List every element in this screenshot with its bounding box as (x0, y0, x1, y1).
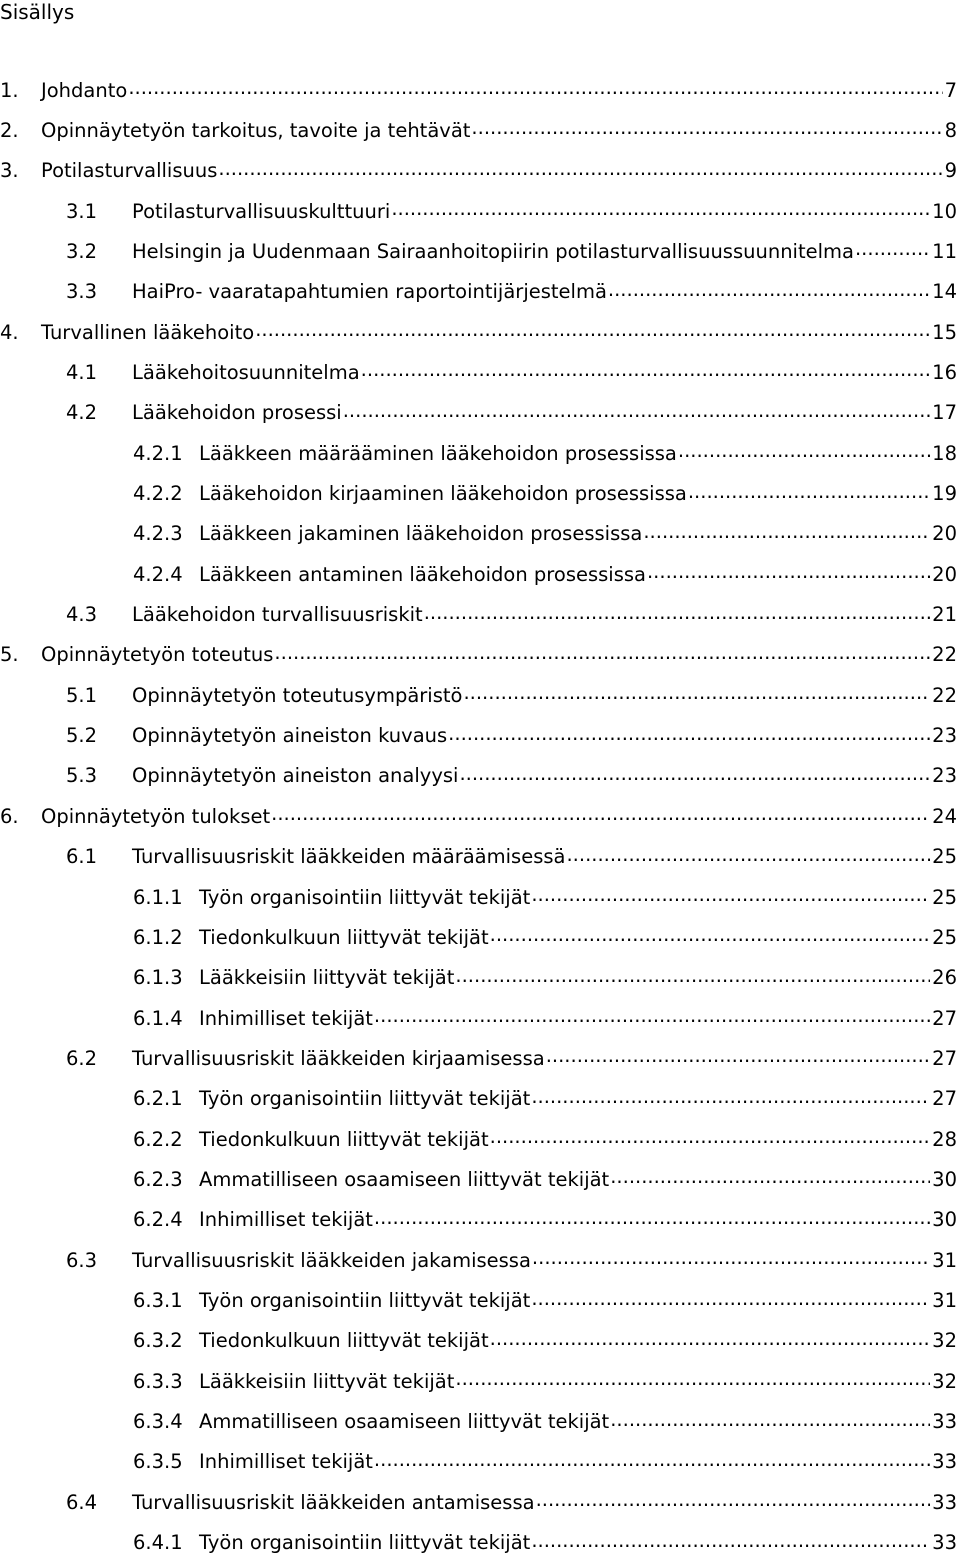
dot-leader (490, 1321, 931, 1361)
toc-entry[interactable] (133, 1523, 957, 1563)
toc-entry-page: 33 (932, 1490, 957, 1514)
dot-leader (531, 1281, 930, 1321)
dot-leader (532, 1240, 930, 1280)
toc-entry-number: 2. (0, 118, 19, 142)
dot-leader (374, 1442, 930, 1482)
toc-entry-title: HaiPro- vaaratapahtumien raportointijärjestelmä (132, 280, 607, 304)
dot-leader (455, 1361, 930, 1401)
toc-entry[interactable] (133, 1159, 957, 1199)
toc-entry-number: 6.2.4 (133, 1208, 183, 1232)
toc-entry-title: Johdanto (41, 78, 128, 102)
toc-entry-page: 18 (932, 441, 957, 465)
toc-entry[interactable] (133, 917, 957, 957)
toc-entry-number: 4.2.2 (133, 482, 183, 505)
toc-entry-number: 3.3 (66, 280, 98, 304)
dot-leader (374, 1200, 930, 1240)
toc-entry-page: 25 (932, 925, 957, 949)
toc-entry-title: Opinnäytetyön aineiston kuvaus (132, 724, 448, 748)
toc-entry-title: Opinnäytetyön toteutusympäristö (132, 683, 463, 707)
toc-entry[interactable] (66, 756, 957, 796)
dot-leader (531, 1079, 930, 1119)
toc-entry-page: 30 (932, 1208, 957, 1232)
toc-entry[interactable] (66, 716, 957, 756)
dot-leader (566, 837, 930, 877)
toc-entry[interactable] (66, 231, 957, 271)
toc-entry-page: 19 (932, 482, 957, 505)
toc-entry-page: 33 (932, 1531, 957, 1555)
dot-leader (343, 393, 930, 433)
dot-leader (361, 352, 931, 392)
toc-entry-title: Ammatilliseen osaamiseen liittyvät tekijät (199, 1410, 610, 1434)
toc-entry-number: 6.2.3 (133, 1167, 183, 1191)
toc-entry[interactable] (66, 1482, 957, 1522)
toc-entry-page: 20 (932, 562, 957, 586)
toc-entry-number: 6.3 (66, 1248, 98, 1272)
toc-entry-number: 6.3.1 (133, 1289, 183, 1312)
toc-entry-page: 8 (944, 118, 957, 142)
toc-entry-title: Lääkkeisiin liittyvät tekijät (199, 966, 455, 990)
dot-leader (490, 917, 931, 957)
dot-leader (608, 272, 930, 312)
dot-leader (218, 151, 942, 191)
toc-entry[interactable] (133, 1281, 957, 1321)
dot-leader (448, 716, 930, 756)
dot-leader (678, 433, 930, 473)
toc-entry-title: Opinnäytetyön aineiston analyysi (132, 764, 459, 788)
toc-entry-number: 3.1 (66, 199, 98, 223)
toc-entry-page: 25 (932, 845, 957, 869)
toc-entry-page: 28 (932, 1127, 957, 1151)
toc-entry-page: 32 (932, 1329, 957, 1353)
toc-entry[interactable] (66, 837, 957, 877)
toc-entry-number: 6.1.1 (133, 885, 183, 909)
toc-entry-number: 3. (0, 159, 19, 183)
toc-entry-page: 22 (932, 683, 957, 707)
dot-leader (424, 595, 930, 635)
toc-entry[interactable] (0, 796, 957, 836)
toc-entry-number: 4.2.4 (133, 562, 183, 586)
toc-entry-number: 4. (0, 320, 19, 344)
toc-entry-page: 16 (932, 360, 957, 384)
toc-entry-title: Lääkehoidon kirjaaminen lääkehoidon prosessissa (199, 482, 687, 505)
toc-entry[interactable] (66, 595, 957, 635)
toc-entry-number: 6.3.2 (133, 1329, 183, 1353)
toc-entry[interactable] (133, 1402, 957, 1442)
toc-entry-page: 33 (932, 1410, 957, 1434)
toc-entry[interactable] (66, 675, 957, 715)
toc-entry[interactable] (66, 352, 957, 392)
toc-entry-title: Lääkehoidon prosessi (132, 401, 342, 425)
toc-entry-page: 24 (932, 804, 957, 828)
toc-entry-page: 14 (932, 280, 957, 304)
dot-leader (128, 70, 942, 110)
toc-entry-page: 23 (932, 764, 957, 788)
toc-entry-number: 5.1 (66, 683, 98, 707)
toc-entry-page: 33 (932, 1450, 957, 1474)
toc-entry[interactable] (133, 877, 957, 917)
toc-entry[interactable] (0, 312, 957, 352)
dot-leader (471, 110, 942, 150)
toc-entry-title: Inhimilliset tekijät (199, 1208, 373, 1232)
toc-entry-title: Ammatilliseen osaamiseen liittyvät tekijät (199, 1167, 610, 1191)
toc-entry-title: Turvallinen lääkehoito (41, 320, 255, 344)
toc-entry-number: 6.1.2 (133, 925, 183, 949)
toc-entry-title: Tiedonkulkuun liittyvät tekijät (199, 925, 489, 949)
dot-leader (688, 474, 930, 514)
toc-entry[interactable] (66, 1038, 957, 1078)
toc-entry-number: 6.2 (66, 1046, 98, 1070)
dot-leader (274, 635, 930, 675)
toc-entry-page: 30 (932, 1167, 957, 1191)
toc-entry-number: 6.1.4 (133, 1006, 183, 1030)
toc-entry-title: Helsingin ja Uudenmaan Sairaanhoitopiirin potilasturvallisuussuunnitelma (132, 239, 854, 263)
toc-entry[interactable] (133, 433, 957, 473)
toc-entry-title: Turvallisuusriskit lääkkeiden määräämisessä (132, 845, 566, 869)
toc-entry-page: 25 (932, 885, 957, 909)
toc-entry-title: Lääkkeen määrääminen lääkehoidon prosessissa (199, 441, 677, 465)
toc-entry-number: 6.3.3 (133, 1369, 183, 1393)
dot-leader (647, 554, 930, 594)
toc-entry[interactable] (133, 1361, 957, 1401)
toc-entry[interactable] (133, 1200, 957, 1240)
toc-entry[interactable] (133, 514, 957, 554)
toc-entry-title: Lääkkeen jakaminen lääkehoidon prosessissa (199, 522, 643, 546)
toc-entry-number: 6.2.2 (133, 1127, 183, 1151)
toc-entry-number: 6.3.5 (133, 1450, 183, 1474)
toc-entry-title: Työn organisointiin liittyvät tekijät (199, 885, 531, 909)
toc-entry[interactable] (133, 474, 957, 514)
toc-entry-number: 6.4.1 (133, 1531, 183, 1555)
toc-entry[interactable] (133, 1321, 957, 1361)
dot-leader (643, 514, 930, 554)
dot-leader (374, 998, 930, 1038)
dot-leader (546, 1038, 930, 1078)
toc-entry[interactable] (133, 1442, 957, 1482)
toc-entry[interactable] (66, 1240, 957, 1280)
dot-leader (536, 1482, 931, 1522)
toc-entry[interactable] (0, 110, 957, 150)
toc-entry[interactable] (133, 998, 957, 1038)
toc-entry-page: 31 (932, 1289, 957, 1312)
toc-entry-page: 9 (944, 159, 957, 183)
toc-entry-number: 4.1 (66, 360, 98, 384)
toc-entry-number: 6.1.3 (133, 966, 183, 990)
dot-leader (490, 1119, 931, 1159)
toc-entry-number: 4.2.1 (133, 441, 183, 465)
toc-entry-title: Potilasturvallisuus (41, 159, 218, 183)
toc-entry[interactable] (0, 635, 957, 675)
toc-entry-title: Tiedonkulkuun liittyvät tekijät (199, 1127, 489, 1151)
toc-entry-page: 31 (932, 1248, 957, 1272)
toc-entry[interactable] (66, 393, 957, 433)
toc-entry-title: Lääkehoidon turvallisuusriskit (132, 603, 423, 627)
dot-leader (391, 191, 930, 231)
toc-entry-number: 5. (0, 643, 19, 667)
toc-entry[interactable] (0, 151, 957, 191)
toc-entry[interactable] (133, 1119, 957, 1159)
toc-entry[interactable] (133, 554, 957, 594)
toc-entry-title: Työn organisointiin liittyvät tekijät (199, 1289, 531, 1312)
toc-entry-number: 6.4 (66, 1490, 98, 1514)
dot-leader (610, 1402, 930, 1442)
dot-leader (463, 675, 930, 715)
toc-entry-number: 6.3.4 (133, 1410, 183, 1434)
dot-leader (459, 756, 930, 796)
toc-entry-number: 6.2.1 (133, 1087, 183, 1111)
dot-leader (455, 958, 930, 998)
toc-entry-number: 6. (0, 804, 19, 828)
toc-entry-page: 11 (932, 239, 957, 263)
toc-entry-title: Inhimilliset tekijät (199, 1006, 373, 1030)
toc-entry-title: Lääkkeisiin liittyvät tekijät (199, 1369, 455, 1393)
toc-entry-page: 27 (932, 1006, 957, 1030)
toc-entry-title: Opinnäytetyön tulokset (41, 804, 271, 828)
toc-entry-page: 32 (932, 1369, 957, 1393)
toc-entry-number: 5.3 (66, 764, 98, 788)
dot-leader (531, 877, 930, 917)
dot-leader (855, 231, 930, 271)
dot-leader (271, 796, 930, 836)
toc-entry-title: Opinnäytetyön tarkoitus, tavoite ja tehtävät (41, 118, 471, 142)
toc-entry-title: Lääkehoitosuunnitelma (132, 360, 360, 384)
toc-entry[interactable] (0, 70, 957, 110)
toc-entry-page: 10 (932, 199, 957, 223)
toc-entry-title: Turvallisuusriskit lääkkeiden kirjaamisessa (132, 1046, 545, 1070)
toc-entry-title: Työn organisointiin liittyvät tekijät (199, 1087, 531, 1111)
toc-entry-title: Lääkkeen antaminen lääkehoidon prosessissa (199, 562, 646, 586)
toc-entry-title: Turvallisuusriskit lääkkeiden antamisessa (132, 1490, 535, 1514)
dot-leader (531, 1523, 930, 1563)
toc-entry-title: Potilasturvallisuuskulttuuri (132, 199, 391, 223)
toc-entry-page: 22 (932, 643, 957, 667)
toc-entry[interactable] (66, 191, 957, 231)
toc-entry[interactable] (66, 272, 957, 312)
toc-entry-number: 5.2 (66, 724, 98, 748)
toc-entry-page: 23 (932, 724, 957, 748)
toc-entry-number: 4.2 (66, 401, 98, 425)
toc-entry-title: Inhimilliset tekijät (199, 1450, 373, 1474)
toc-entry-title: Turvallisuusriskit lääkkeiden jakamisessa (132, 1248, 531, 1272)
toc-entry-page: 21 (932, 603, 957, 627)
toc-entry-number: 4.3 (66, 603, 98, 627)
toc-entry-page: 27 (932, 1046, 957, 1070)
dot-leader (610, 1159, 930, 1199)
toc-entry-page: 20 (932, 522, 957, 546)
toc-entry-page: 7 (944, 78, 957, 102)
toc-entry[interactable] (133, 958, 957, 998)
toc-entry-number: 4.2.3 (133, 522, 183, 546)
page-title: Sisällys (0, 0, 75, 24)
dot-leader (255, 312, 930, 352)
toc-entry-page: 26 (932, 966, 957, 990)
toc-entry-page: 15 (932, 320, 957, 344)
toc-entry-number: 6.1 (66, 845, 98, 869)
toc-entry[interactable] (133, 1079, 957, 1119)
toc-entry-page: 17 (932, 401, 957, 425)
toc-entry-title: Työn organisointiin liittyvät tekijät (199, 1531, 531, 1555)
toc-entry-page: 27 (932, 1087, 957, 1111)
toc-entry-number: 1. (0, 78, 19, 102)
toc-entry-number: 3.2 (66, 239, 98, 263)
toc-entry-title: Opinnäytetyön toteutus (41, 643, 274, 667)
toc-entry-title: Tiedonkulkuun liittyvät tekijät (199, 1329, 489, 1353)
